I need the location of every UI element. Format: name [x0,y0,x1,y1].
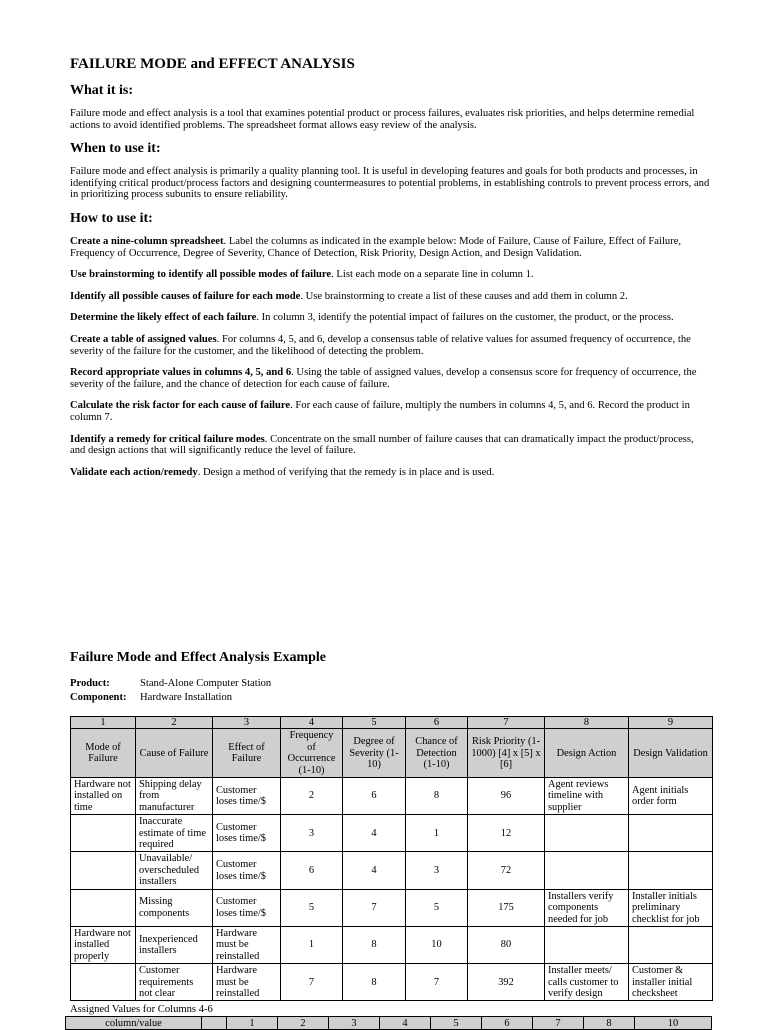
component-label: Component: [70,692,127,703]
table-cell: 1 [406,815,468,852]
column-number-row [71,717,713,729]
table-cell: Inexperienced installers [136,926,213,963]
table-cell: 6 [281,852,343,889]
table-cell [71,815,136,852]
table-cell [629,926,713,963]
how-step-title: Identify all possible causes of failure for each mode [70,290,301,302]
table-cell: 72 [468,852,545,889]
table-cell: Unavailable/ overscheduled installers [136,852,213,889]
table-cell: 5 [406,889,468,926]
assigned-value: 2 [278,1017,329,1030]
table-cell: 7 [281,964,343,1001]
table-row [71,926,713,963]
table-cell: Customer requirements not clear [136,964,213,1001]
table-row [71,964,713,1001]
column-number: 9 [629,717,713,729]
how-step-text: . Concentrate on the small number of failure causes that can dramatically impact the product/process, and design actions that will significantly reduce the level of failure. [70,433,694,457]
column-header: Design Validation [629,729,713,778]
column-number: 2 [136,717,213,729]
column-header: Cause of Failure [136,729,213,778]
table-cell: Installer initials preliminary checklist for job [629,889,713,926]
table-cell: 8 [343,964,406,1001]
assigned-value: 4 [380,1017,431,1030]
when-heading: When to use it: [70,141,161,157]
table-cell: 5 [281,889,343,926]
table-cell: Customer & installer initial checksheet [629,964,713,1001]
example-section [70,650,712,1001]
table-cell: 8 [343,926,406,963]
table-cell: 8 [406,778,468,815]
column-header: Mode of Failure [71,729,136,778]
how-step-text: . List each mode on a separate line in column 1. [331,269,534,281]
table-cell: 4 [343,815,406,852]
how-step-text: . For each cause of failure, multiply the numbers in columns 4, 5, and 6. Record the product in column 7. [70,400,690,423]
table-cell [545,815,629,852]
assigned-value: 6 [482,1017,533,1030]
table-cell: Customer loses time/$ [213,815,281,852]
table-cell: Missing components [136,889,213,926]
how-step-text: . Using the table of assigned values, develop a consensus score for frequency of occurrence, the severity of the failure, and the chance of detection for each cause of failure. [70,367,697,390]
how-step-title: Calculate the risk factor for each cause of failure [70,400,291,412]
table-cell: Agent reviews timeline with supplier [545,778,629,815]
assigned-caption: Assigned Values for Columns 4-6 [70,1004,213,1015]
table-cell [71,852,136,889]
table-cell [629,815,713,852]
page-title: FAILURE MODE and EFFECT ANALYSIS [70,56,355,72]
table-cell: 80 [468,926,545,963]
table-cell [71,964,136,1001]
table-cell: 7 [343,889,406,926]
column-number: 8 [545,717,629,729]
how-step-title: Record appropriate values in columns 4, 5, and 6 [70,367,292,379]
table-cell [71,889,136,926]
how-step-text: . Label the columns as indicated in the example below: Mode of Failure, Cause of Failure, Effect of Failure, Frequency of Occurrence, Degree of Severity, Chance of Detection, Risk Priority, Design Action, and Design Validation. [70,235,682,259]
how-step-title: Identify a remedy for critical failure modes [70,433,265,445]
table-row [71,815,713,852]
how-step [70,334,710,357]
when-text: Failure mode and effect analysis is primarily a quality planning tool. It is useful in developing features and goals for both products and processes, in identifying critical product/process factors and designing countermeasures to potential problems, in establishing controls to prevent process errors, and in prioritizing process subunits to ensure reliability. [70,166,710,201]
how-step [70,291,710,303]
table-row [71,889,713,926]
column-number: 1 [71,717,136,729]
table-row [71,852,713,889]
example-heading: Failure Mode and Effect Analysis Example [70,650,327,665]
how-step [70,312,710,324]
how-heading: How to use it: [70,210,153,226]
table-cell: 10 [406,926,468,963]
how-step [70,434,710,457]
column-header: Chance of Detection (1-10) [406,729,468,778]
table-cell: 7 [406,964,468,1001]
table-cell: Hardware not installed on time [71,778,136,815]
table-cell: 392 [468,964,545,1001]
column-header: Risk Priority (1-1000) [4] x [5] x [6] [468,729,545,778]
how-step [70,269,710,281]
component-line [70,692,712,704]
how-step-text: . Use brainstorming to create a list of these causes and add them in column 2. [300,290,628,302]
how-step [70,400,710,423]
assigned-value: 8 [584,1017,635,1030]
table-cell: 96 [468,778,545,815]
product-value: Stand-Alone Computer Station [140,678,272,689]
how-step-title: Create a nine-column spreadsheet [70,235,224,247]
how-step-text: . In column 3, identify the potential impact of failures on the customer, the product, or the process. [256,312,674,324]
assigned-value: 1 [227,1017,278,1030]
table-cell: 3 [281,815,343,852]
table-cell [545,852,629,889]
table-row [71,778,713,815]
table-cell: Installer meets/ calls customer to verify design [545,964,629,1001]
how-step-title: Use brainstorming to identify all possible modes of failure [70,269,332,281]
table-cell [545,926,629,963]
guide-section [70,56,710,488]
column-number: 7 [468,717,545,729]
column-number: 3 [213,717,281,729]
column-number: 6 [406,717,468,729]
how-step-title: Determine the likely effect of each failure [70,312,257,324]
column-header-row [71,729,713,778]
table-cell: Shipping delay from manufacturer [136,778,213,815]
assigned-value: 3 [329,1017,380,1030]
table-cell: 3 [406,852,468,889]
assigned-value: 5 [431,1017,482,1030]
table-cell [629,852,713,889]
table-cell: Customer loses time/$ [213,889,281,926]
table-cell: Customer loses time/$ [213,852,281,889]
product-label: Product: [70,678,110,689]
column-header: Effect of Failure [213,729,281,778]
assigned-values-table [65,1016,712,1030]
table-cell: Inaccurate estimate of time required [136,815,213,852]
assigned-header-row [66,1017,712,1030]
table-cell: 4 [343,852,406,889]
table-cell: 1 [281,926,343,963]
table-cell: 12 [468,815,545,852]
column-number: 5 [343,717,406,729]
table-cell: Hardware not installed properly [71,926,136,963]
assigned-value: 7 [533,1017,584,1030]
assigned-value: 10 [635,1017,712,1030]
table-cell: 6 [343,778,406,815]
how-step-text: . Design a method of verifying that the remedy is in place and is used. [197,466,495,478]
what-heading: What it is: [70,83,133,98]
how-steps [70,236,710,478]
how-step-title: Create a table of assigned values [70,333,217,345]
what-text: Failure mode and effect analysis is a tool that examines potential product or process failures, evaluates risk priorities, and helps determine remedial actions to avoid identified problems. The spreadsheet format allows easy review of the analysis. [70,108,695,131]
component-value: Hardware Installation [140,692,233,703]
column-header: Frequency of Occurrence (1-10) [281,729,343,778]
table-cell: Hardware must be reinstalled [213,964,281,1001]
product-line [70,678,712,690]
how-step [70,236,710,259]
table-cell: Installers verify components needed for job [545,889,629,926]
how-step-text: . For columns 4, 5, and 6, develop a consensus table of relative values for assumed frequency of occurrence, the severity of the failure for the customer, and the likelihood of detecting the problem. [70,333,691,357]
fmea-table [70,716,713,1001]
column-header: Design Action [545,729,629,778]
table-cell: Hardware must be reinstalled [213,926,281,963]
how-step-title: Validate each action/remedy [70,466,198,478]
column-header: Degree of Severity (1-10) [343,729,406,778]
assigned-blank-cell [202,1017,227,1030]
assigned-header-label: column/value [66,1017,202,1030]
column-number: 4 [281,717,343,729]
table-cell: 175 [468,889,545,926]
how-step [70,367,710,390]
table-cell: Agent initials order form [629,778,713,815]
table-cell: Customer loses time/$ [213,778,281,815]
table-cell: 2 [281,778,343,815]
how-step [70,467,710,479]
